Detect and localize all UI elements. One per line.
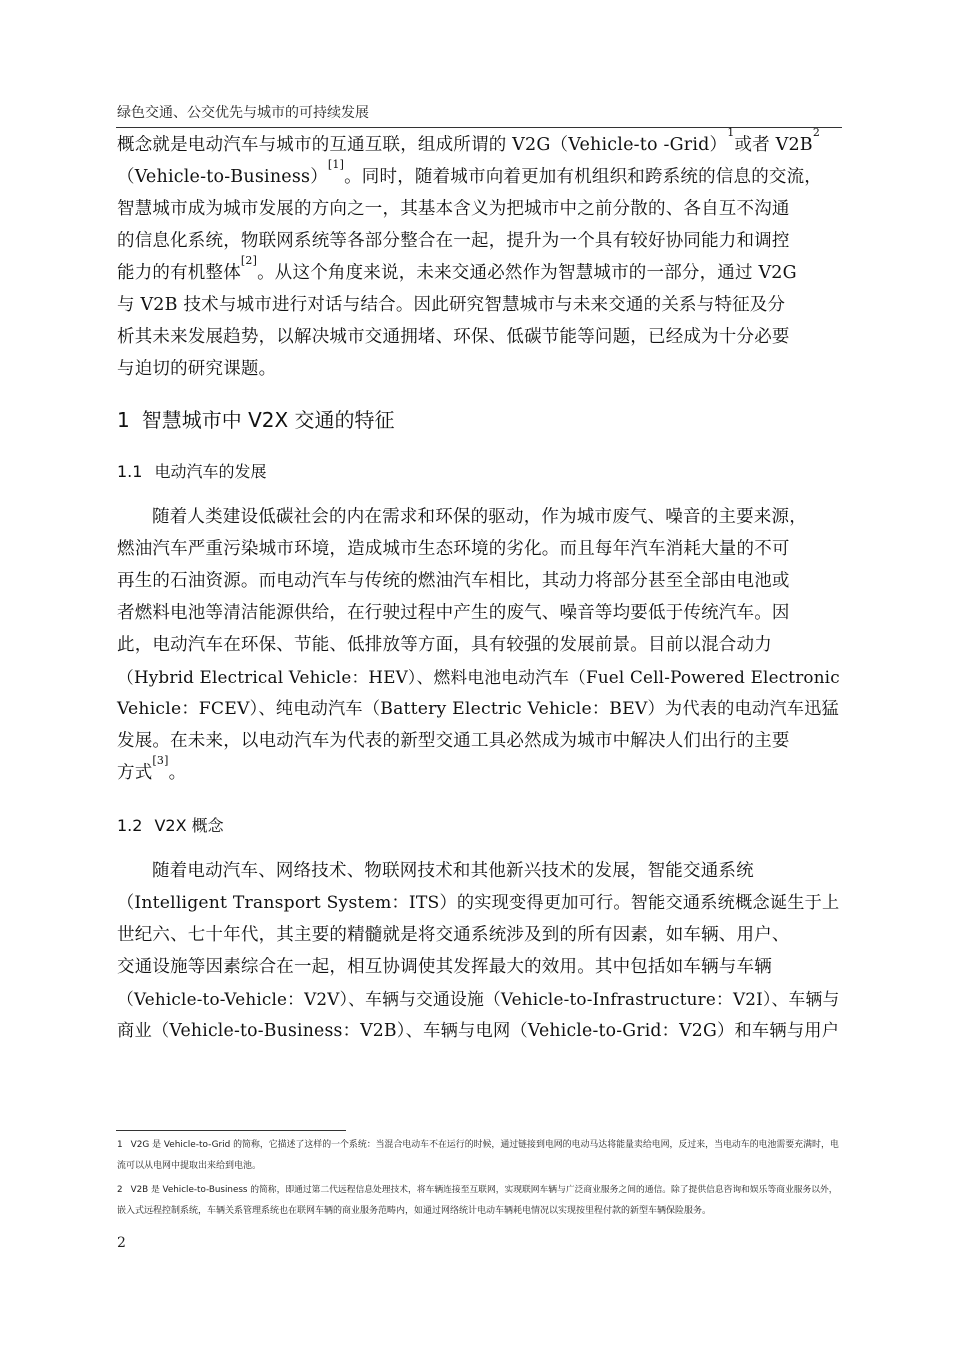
subsection-title: V2X 概念 (154, 816, 224, 835)
citation-marker[interactable]: [1] (327, 158, 345, 171)
paragraph-line: 此，电动汽车在环保、节能、低排放等方面，具有较强的发展前景。目前以混合动力 (117, 635, 772, 655)
intro-paragraph (117, 126, 843, 385)
citation-marker[interactable]: [2] (240, 254, 258, 267)
paragraph-line: 析其未来发展趋势，以解决城市交通拥堵、环保、低碳节能等问题，已经成为十分必要 (117, 327, 790, 347)
footnote-divider (116, 1130, 346, 1131)
subsection-number: 1.1 (117, 462, 143, 481)
paragraph-line: 随着人类建设低碳社会的内在需求和环保的驱动，作为城市废气、噪音的主要来源， (152, 507, 807, 527)
subsection-title: 电动汽车的发展 (154, 462, 267, 481)
paragraph-line: 燃油汽车严重污染城市环境，造成城市生态环境的劣化。而且每年汽车消耗大量的不可 (117, 539, 790, 559)
paragraph-line: 能力的有机整体[2]。从这个角度来说，未来交通必然作为智慧城市的一部分，通过 V2G (117, 254, 797, 283)
page-number: 2 (117, 1235, 126, 1251)
footnote-marker[interactable]: 2 (812, 126, 821, 139)
paragraph-line: 交通设施等因素综合在一起，相互协调使其发挥最大的效用。其中包括如车辆与车辆 (117, 957, 772, 977)
paragraph-line: 智慧城市成为城市发展的方向之一，其基本含义为把城市中之前分散的、各自互不沟通 (117, 199, 790, 219)
section-1-1-paragraph (117, 501, 843, 789)
paragraph-line: （Hybrid Electrical Vehicle：HEV）、燃料电池电动汽车（Fuel Cell-Powered Electronic (117, 667, 840, 687)
running-header: 绿色交通、公交优先与城市的可持续发展 (117, 105, 369, 121)
paragraph-line: 方式[3]。 (117, 754, 187, 783)
footnote (117, 1135, 843, 1177)
paragraph-line: 者燃料电池等清洁能源供给，在行驶过程中产生的废气、噪音等均要低于传统汽车。因 (117, 603, 790, 623)
footnote-text: V2B 是 Vehicle-to-Business 的简称，即通过第二代远程信息处理技术，将车辆连接至互联网，实现联网车辆与广泛商业服务之间的通信。除了提供信息咨询和娱乐等商业服务以外， (130, 1185, 838, 1195)
footnote-text: V2G 是 Vehicle-to-Grid 的简称，它描述了这样的一个系统：当混合电动车不在运行的时候，通过链接到电网的电动马达将能量卖给电网，反过来，当电动车的电池需要充满时，电 (130, 1140, 839, 1150)
footnote-text: 流可以从电网中提取出来给到电池。 (117, 1161, 262, 1171)
footnote-number: 2 (117, 1185, 123, 1195)
section-number: 1 (117, 408, 130, 432)
footnote-text: 嵌入式远程控制系统，车辆关系管理系统也在联网车辆的商业服务范畴内，如通过网络统计电动车辆耗电情况以实现按里程付款的新型车辆保险服务。 (117, 1206, 712, 1216)
paragraph-line: 与迫切的研究课题。 (117, 359, 277, 379)
paragraph-line: （Vehicle-to-Business）[1]。同时，随着城市向着更加有机组织和跨系统的信息的交流， (117, 158, 822, 187)
subsection-heading (117, 459, 266, 482)
footnote-marker[interactable]: 1 (727, 126, 735, 139)
footnote-number: 1 (117, 1140, 123, 1150)
paragraph-line: （Intelligent Transport System：ITS）的实现变得更加可行。智能交通系统概念诞生于上 (117, 893, 840, 913)
paragraph-line: 的信息化系统，物联网系统等各部分整合在一起，提升为一个具有较好协同能力和调控 (117, 231, 790, 251)
paragraph-line: Vehicle：FCEV）、纯电动汽车（Battery Electric Vehicle：BEV）为代表的电动汽车迅猛 (117, 699, 839, 719)
paragraph-line: 商业（Vehicle-to-Business：V2B）、车辆与电网（Vehicle-to-Grid：V2G）和车辆与用户 (117, 1021, 840, 1041)
subsection-heading (117, 813, 224, 836)
paragraph-line: （Vehicle-to-Vehicle：V2V）、车辆与交通设施（Vehicle-to-Infrastructure：V2I）、车辆与 (117, 989, 840, 1009)
paragraph-line: 与 V2B 技术与城市进行对话与结合。因此研究智慧城市与未来交通的关系与特征及分 (117, 295, 786, 315)
section-title: 智慧城市中 V2X 交通的特征 (141, 408, 395, 432)
section-1-2-paragraph (117, 855, 843, 1047)
footnote (117, 1180, 843, 1222)
paragraph-line: 世纪六、七十年代，其主要的精髓就是将交通系统涉及到的所有因素，如车辆、用户、 (117, 925, 790, 945)
citation-marker[interactable]: [3] (152, 754, 169, 767)
subsection-number: 1.2 (117, 816, 143, 835)
paragraph-line: 发展。在未来，以电动汽车为代表的新型交通工具必然成为城市中解决人们出行的主要 (117, 731, 790, 751)
paragraph-line: 再生的石油资源。而电动汽车与传统的燃油汽车相比，其动力将部分甚至全部由电池或 (117, 571, 790, 591)
paragraph-line: 随着电动汽车、网络技术、物联网技术和其他新兴技术的发展，智能交通系统 (152, 861, 754, 881)
paragraph-line: 概念就是电动汽车与城市的互通互联，组成所谓的 V2G（Vehicle-to -Grid）$^1$或者 $V2B^2$ (117, 126, 821, 155)
section-heading (117, 404, 395, 433)
